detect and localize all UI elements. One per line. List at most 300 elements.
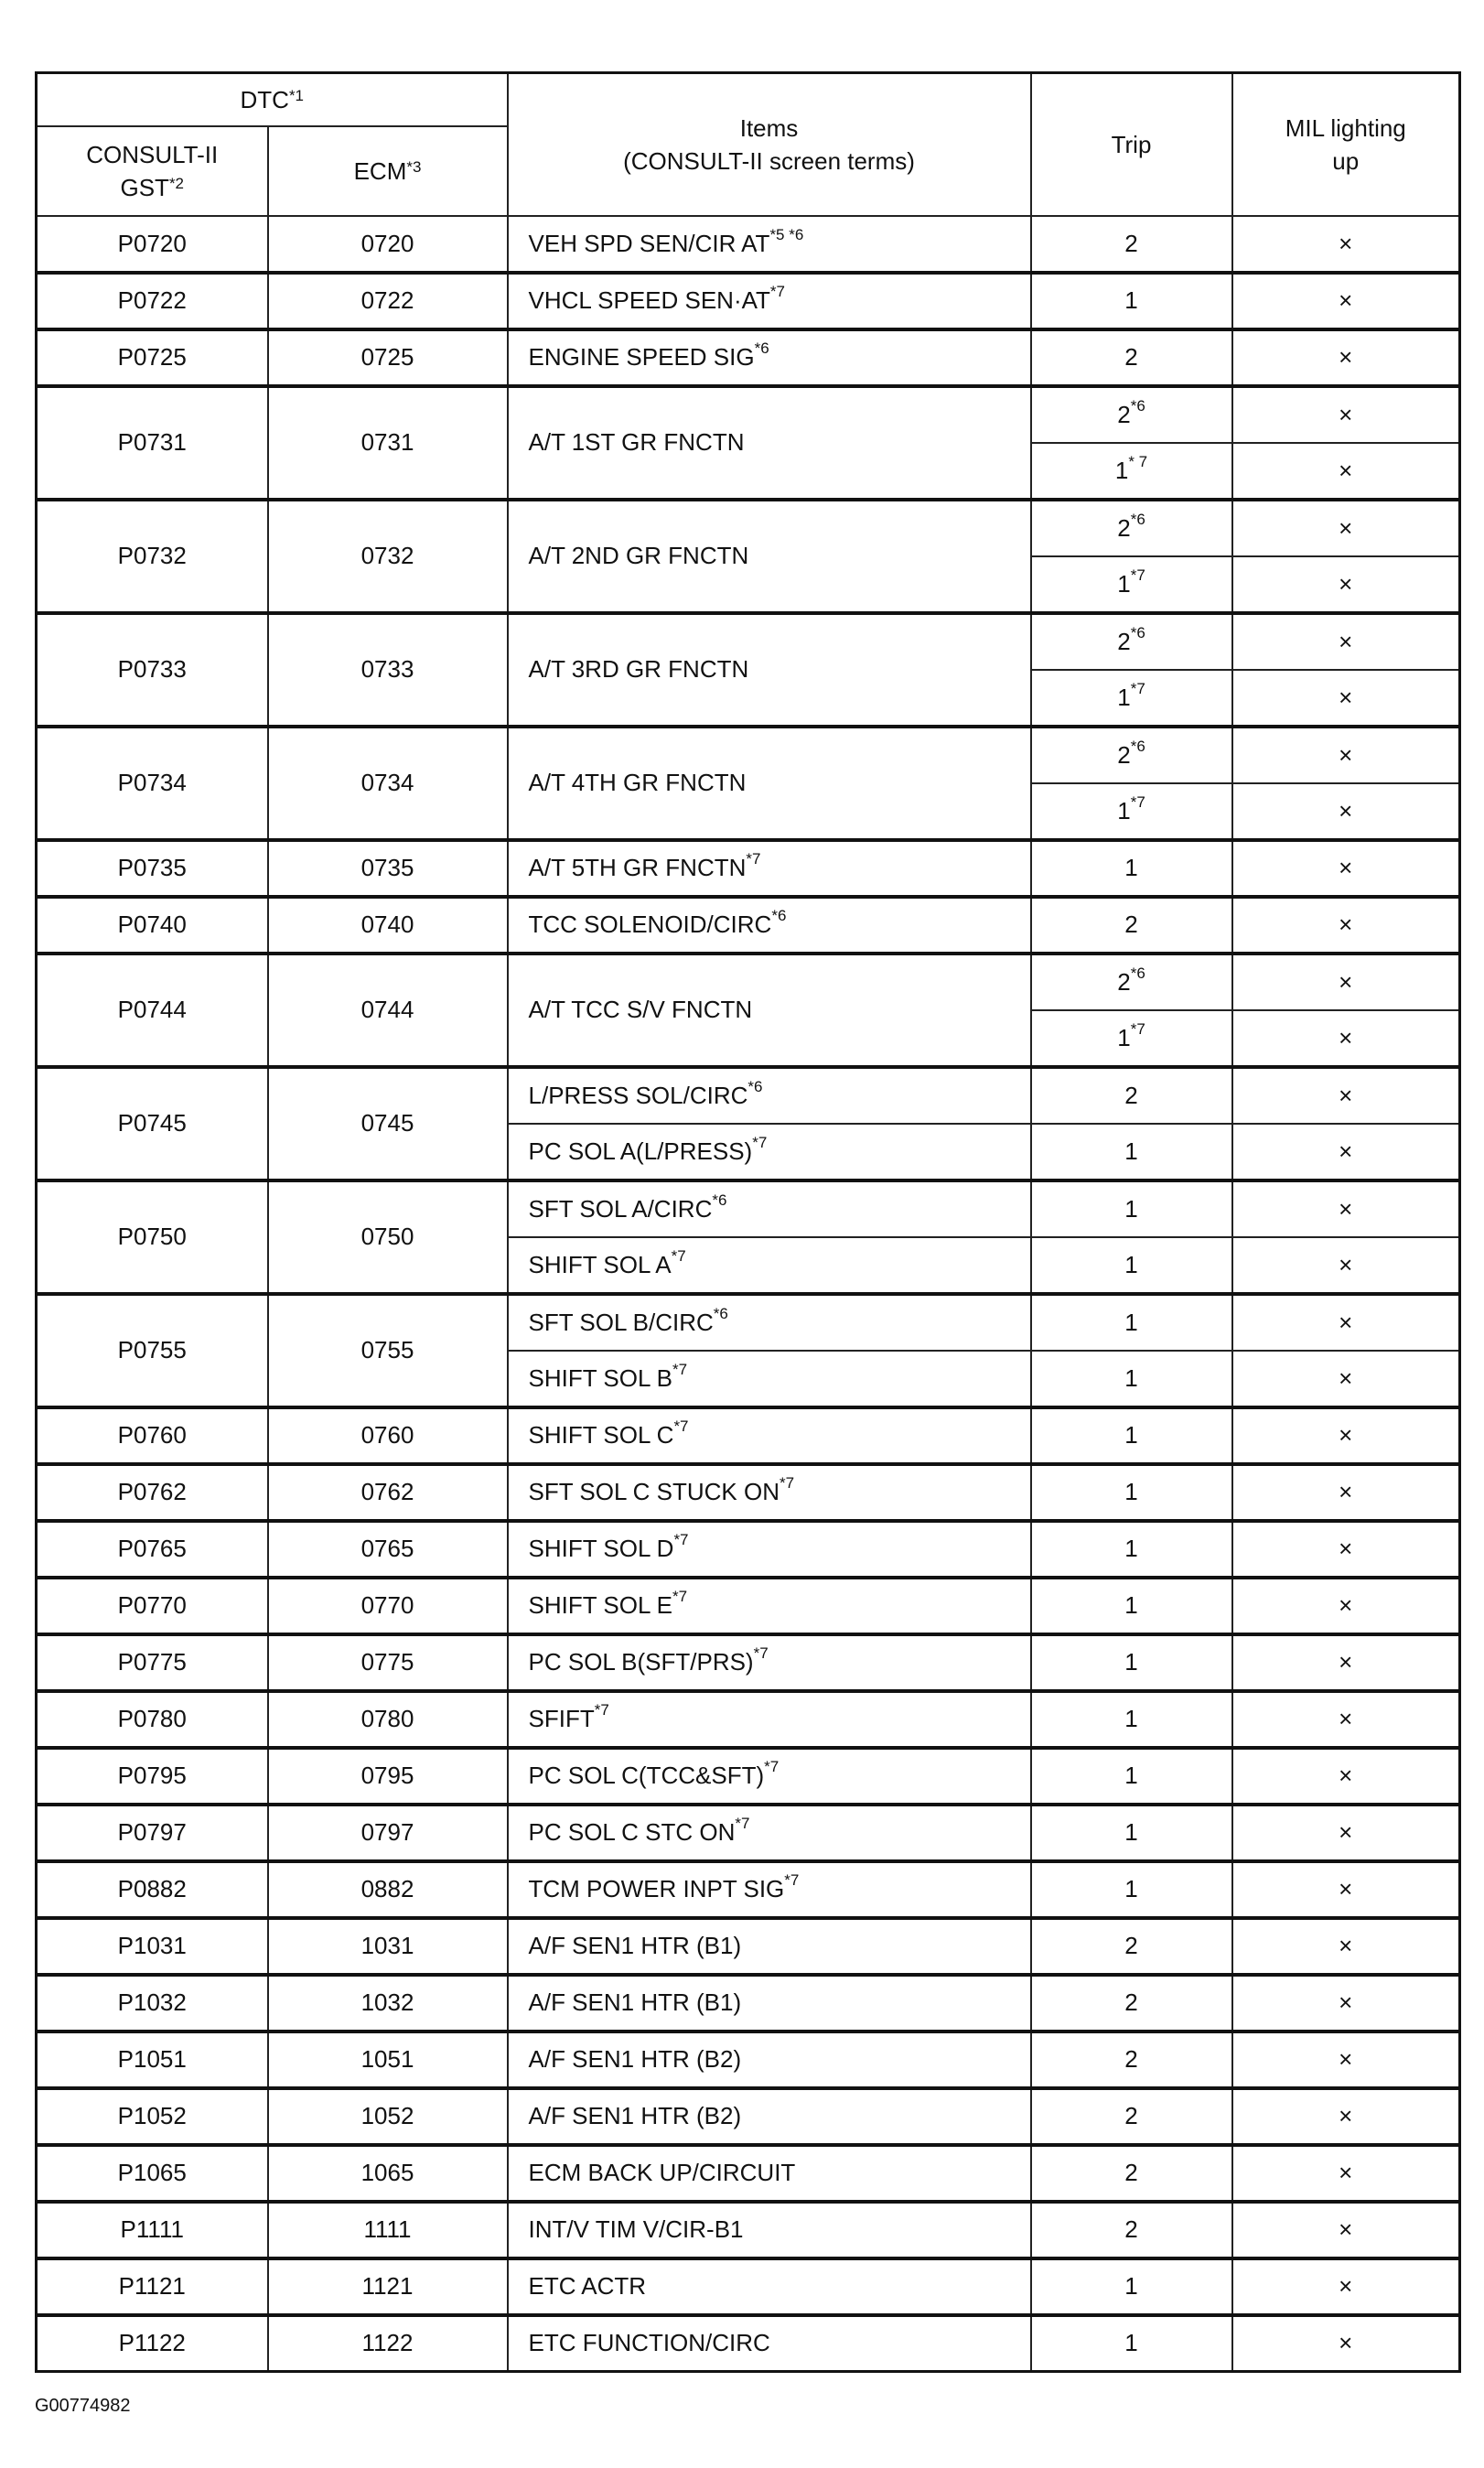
item-term (508, 2258, 1031, 2315)
cell-text: SHIFT SOL C (528, 1421, 674, 1449)
table-row (37, 2088, 1460, 2145)
cell-text: A/T 5TH GR FNCTN (528, 854, 747, 881)
ecm-code: 0755 (268, 1294, 508, 1407)
mil-mark: × (1232, 2088, 1460, 2145)
cell-text: 1 (1117, 683, 1131, 711)
cell-text: 1 (1124, 286, 1138, 314)
mil-mark: × (1232, 1010, 1460, 1067)
consult-gst-code: P0797 (37, 1805, 268, 1861)
mil-mark: × (1232, 1124, 1460, 1180)
cell-text: 2 (1124, 229, 1138, 257)
table-row (37, 1975, 1460, 2032)
trip-value (1031, 1691, 1232, 1748)
consult-gst-code: P1065 (37, 2145, 268, 2202)
table-row (37, 329, 1460, 386)
footnote-ref: *7 (1130, 1019, 1145, 1038)
cell-text: SHIFT SOL E (528, 1591, 673, 1619)
consult-gst-code: P0734 (37, 727, 268, 840)
cell-text: TCC SOLENOID/CIRC (528, 911, 772, 938)
table-row (37, 1521, 1460, 1578)
table-row (37, 613, 1460, 670)
cell-text: PC SOL A(L/PRESS) (528, 1137, 753, 1165)
table-row (37, 1464, 1460, 1521)
cell-text: L/PRESS SOL/CIRC (528, 1081, 748, 1109)
item-term (508, 1861, 1031, 1918)
trip-value (1031, 2258, 1232, 2315)
cell-text: ECM BACK UP/CIRCUIT (528, 2159, 796, 2186)
cell-text: 2 (1117, 967, 1131, 996)
ecm-code: 0760 (268, 1407, 508, 1464)
consult-gst-code: P0770 (37, 1578, 268, 1634)
trip-value (1031, 2145, 1232, 2202)
cell-text: 1 (1117, 796, 1131, 824)
ecm-code: 0750 (268, 1180, 508, 1294)
consult-gst-code: P0750 (37, 1180, 268, 1294)
trip-value (1031, 1237, 1232, 1294)
footnote-ref: *7 (1130, 566, 1145, 584)
table-row (37, 2145, 1460, 2202)
mil-mark: × (1232, 443, 1460, 500)
mil-mark: × (1232, 670, 1460, 727)
mil-mark: × (1232, 1918, 1460, 1975)
footnote-ref: *6 (1130, 510, 1145, 528)
table-row (37, 1805, 1460, 1861)
footnote-ref: *6 (771, 907, 787, 924)
item-term (508, 897, 1031, 954)
table-row (37, 1748, 1460, 1805)
footnote-ref: *7 (735, 1815, 750, 1832)
item-term (508, 1578, 1031, 1634)
cell-text: 1 (1124, 854, 1138, 881)
cell-text: 1 (1114, 456, 1129, 484)
table-row (37, 954, 1460, 1010)
item-term: A/T TCC S/V FNCTN (508, 954, 1031, 1067)
item-term (508, 1464, 1031, 1521)
trip-value (1031, 1407, 1232, 1464)
ecm-code: 0745 (268, 1067, 508, 1180)
item-term (508, 1407, 1031, 1464)
mil-mark: × (1232, 1691, 1460, 1748)
trip-value (1031, 1010, 1232, 1067)
consult-gst-code: P1122 (37, 2315, 268, 2372)
cell-text: 2 (1124, 2045, 1138, 2073)
footnote-ref: *7 (746, 850, 761, 868)
consult-gst-code: P1111 (37, 2202, 268, 2258)
trip-value (1031, 273, 1232, 329)
mil-mark: × (1232, 954, 1460, 1010)
trip-value (1031, 1521, 1232, 1578)
trip-value (1031, 954, 1232, 1010)
mil-mark: × (1232, 1578, 1460, 1634)
cell-text: A/F SEN1 HTR (B1) (528, 1932, 742, 1959)
trip-header: Trip (1031, 73, 1232, 216)
item-term (508, 1691, 1031, 1748)
item-term (508, 1918, 1031, 1975)
table-row (37, 1180, 1460, 1237)
ecm-code: 1121 (268, 2258, 508, 2315)
item-term (508, 2032, 1031, 2088)
cell-text: 2 (1124, 911, 1138, 938)
ecm-code: 0770 (268, 1578, 508, 1634)
consult-gst-code: P0725 (37, 329, 268, 386)
trip-value (1031, 783, 1232, 840)
consult-gst-code: P0731 (37, 386, 268, 500)
item-term (508, 1975, 1031, 2032)
ecm-code: 0765 (268, 1521, 508, 1578)
cell-text: 1 (1124, 1421, 1138, 1449)
ecm-code: 0740 (268, 897, 508, 954)
item-term (508, 273, 1031, 329)
ecm-code: 1122 (268, 2315, 508, 2372)
mil-mark: × (1232, 1407, 1460, 1464)
trip-value (1031, 1918, 1232, 1975)
footnote-ref: *7 (764, 1758, 780, 1775)
consult-gst-code: P0720 (37, 216, 268, 273)
footnote-ref: *6 (754, 339, 769, 357)
consult-gst-code: P1031 (37, 1918, 268, 1975)
consult-gst-code: P0740 (37, 897, 268, 954)
table-row (37, 216, 1460, 273)
cell-text: 1 (1124, 1818, 1138, 1846)
footnote-ref: *6 (747, 1077, 763, 1095)
trip-value (1031, 443, 1232, 500)
cell-text: 2 (1117, 627, 1131, 655)
table-row (37, 840, 1460, 897)
mil-mark: × (1232, 1464, 1460, 1521)
trip-value (1031, 1861, 1232, 1918)
trip-value (1031, 1748, 1232, 1805)
footnote-ref: *7 (673, 1531, 689, 1548)
dtc-header: DTC$^{*1}$ (37, 73, 508, 126)
cell-text: 2 (1124, 1932, 1138, 1959)
cell-text: VEH SPD SEN/CIR AT (528, 229, 770, 257)
cell-text: 1 (1124, 1648, 1138, 1676)
item-term (508, 1124, 1031, 1180)
table-row (37, 897, 1460, 954)
item-term (508, 1805, 1031, 1861)
table-row (37, 2315, 1460, 2372)
mil-mark: × (1232, 216, 1460, 273)
cell-text: 1 (1124, 1363, 1138, 1392)
mil-mark: × (1232, 2145, 1460, 2202)
mil-mark: × (1232, 727, 1460, 783)
trip-value (1031, 897, 1232, 954)
table-row (37, 273, 1460, 329)
trip-value (1031, 1294, 1232, 1351)
cell-text: 1 (1124, 1762, 1138, 1789)
trip-value (1031, 670, 1232, 727)
table-row (37, 1067, 1460, 1124)
mil-mark: × (1232, 897, 1460, 954)
mil-mark: × (1232, 613, 1460, 670)
ecm-header: ECM$^{*3}$ (268, 126, 508, 216)
item-term (508, 2145, 1031, 2202)
footnote-ref: *7 (1130, 679, 1145, 697)
table-row (37, 1918, 1460, 1975)
trip-value (1031, 386, 1232, 443)
cell-text: SFIFT (528, 1705, 595, 1732)
mil-mark: × (1232, 1067, 1460, 1124)
cell-text: 2 (1124, 1988, 1138, 2016)
item-term (508, 1351, 1031, 1407)
mil-mark: × (1232, 386, 1460, 443)
ecm-code: 0734 (268, 727, 508, 840)
ecm-code: 0725 (268, 329, 508, 386)
item-term (508, 216, 1031, 273)
figure-id: G00774982 (35, 2396, 131, 2416)
trip-value (1031, 1464, 1232, 1521)
item-term (508, 2315, 1031, 2372)
consult-gst-code: P0762 (37, 1464, 268, 1521)
item-term: A/T 4TH GR FNCTN (508, 727, 1031, 840)
ecm-code: 0795 (268, 1748, 508, 1805)
dtc-table (35, 71, 1461, 2373)
consult-gst-code: P0882 (37, 1861, 268, 1918)
consult-gst-code: P0780 (37, 1691, 268, 1748)
trip-value (1031, 1805, 1232, 1861)
ecm-code: 1065 (268, 2145, 508, 2202)
item-term (508, 1067, 1031, 1124)
table-row (37, 500, 1460, 556)
cell-text: 1 (1124, 1705, 1138, 1732)
footnote-ref: *7 (780, 1474, 795, 1492)
table-row (37, 1294, 1460, 1351)
cell-text: 1 (1124, 1535, 1138, 1562)
ecm-code: 0882 (268, 1861, 508, 1918)
consult-gst-header: CONSULT-II GST$^{*2}$ (37, 126, 268, 216)
cell-text: SHIFT SOL A (528, 1250, 672, 1278)
table-row (37, 1407, 1460, 1464)
ecm-code: 1051 (268, 2032, 508, 2088)
cell-text: TCM POWER INPT SIG (528, 1875, 785, 1902)
table-row (37, 1578, 1460, 1634)
ecm-code: 0731 (268, 386, 508, 500)
footnote-ref: *6 (712, 1191, 727, 1209)
consult-gst-code: P0755 (37, 1294, 268, 1407)
consult-gst-code: P0733 (37, 613, 268, 727)
cell-text: 2 (1124, 2215, 1138, 2243)
mil-mark: × (1232, 2258, 1460, 2315)
mil-mark: × (1232, 1748, 1460, 1805)
footnote-ref: *6 (713, 1304, 728, 1322)
footnote-ref: *7 (784, 1871, 800, 1889)
cell-text: INT/V TIM V/CIR-B1 (528, 2215, 744, 2243)
ecm-code: 0762 (268, 1464, 508, 1521)
trip-value (1031, 840, 1232, 897)
footnote-ref: *6 (1130, 737, 1145, 755)
table-row (37, 1634, 1460, 1691)
footnote-ref: *7 (672, 1588, 688, 1605)
consult-gst-code: P0775 (37, 1634, 268, 1691)
items-header: Items (CONSULT-II screen terms) (508, 73, 1031, 216)
ecm-code: 0732 (268, 500, 508, 613)
cell-text: A/F SEN1 HTR (B2) (528, 2045, 742, 2073)
item-term: A/T 1ST GR FNCTN (508, 386, 1031, 500)
item-term (508, 1748, 1031, 1805)
cell-text: 1 (1124, 1194, 1138, 1223)
trip-value (1031, 329, 1232, 386)
cell-text: ETC ACTR (528, 2272, 647, 2300)
item-term (508, 1237, 1031, 1294)
cell-text: ETC FUNCTION/CIRC (528, 2329, 770, 2357)
ecm-code: 1031 (268, 1918, 508, 1975)
trip-value (1031, 2032, 1232, 2088)
trip-value (1031, 1578, 1232, 1634)
cell-text: 1 (1124, 1250, 1138, 1278)
mil-mark: × (1232, 500, 1460, 556)
cell-text: 1 (1124, 1308, 1138, 1336)
mil-mark: × (1232, 1351, 1460, 1407)
cell-text: 1 (1124, 2329, 1138, 2357)
item-term (508, 1521, 1031, 1578)
cell-text: A/F SEN1 HTR (B1) (528, 1988, 742, 2016)
mil-mark: × (1232, 1634, 1460, 1691)
cell-text: 1 (1124, 2272, 1138, 2300)
consult-gst-code: P1032 (37, 1975, 268, 2032)
item-term: A/T 2ND GR FNCTN (508, 500, 1031, 613)
mil-mark: × (1232, 1294, 1460, 1351)
consult-gst-code: P0795 (37, 1748, 268, 1805)
cell-text: SFT SOL A/CIRC (528, 1194, 713, 1223)
mil-mark: × (1232, 783, 1460, 840)
ecm-code: 1111 (268, 2202, 508, 2258)
trip-value (1031, 1634, 1232, 1691)
table-row (37, 2258, 1460, 2315)
cell-text: 1 (1117, 1023, 1131, 1051)
consult-gst-code: P0732 (37, 500, 268, 613)
trip-value (1031, 216, 1232, 273)
trip-value (1031, 2315, 1232, 2372)
item-term (508, 329, 1031, 386)
mil-mark: × (1232, 273, 1460, 329)
ecm-code: 0720 (268, 216, 508, 273)
footnote-ref: *5 *6 (769, 225, 804, 243)
footnote-ref: *7 (671, 1246, 686, 1265)
footnote-ref: * 7 (1128, 452, 1148, 470)
mil-mark: × (1232, 1180, 1460, 1237)
table-row (37, 1861, 1460, 1918)
cell-text: 1 (1124, 1875, 1138, 1902)
item-term (508, 2202, 1031, 2258)
item-term (508, 1294, 1031, 1351)
ecm-code: 1032 (268, 1975, 508, 2032)
mil-header: MIL lighting up (1232, 73, 1460, 216)
footnote-ref: *7 (1130, 792, 1145, 811)
dtc-table-sheet (35, 71, 1458, 2373)
consult-gst-code: P0760 (37, 1407, 268, 1464)
cell-text: PC SOL C STC ON (528, 1818, 736, 1846)
mil-mark: × (1232, 2032, 1460, 2088)
cell-text: SFT SOL B/CIRC (528, 1308, 714, 1336)
item-term: A/T 3RD GR FNCTN (508, 613, 1031, 727)
consult-gst-code: P1052 (37, 2088, 268, 2145)
ecm-code: 0775 (268, 1634, 508, 1691)
cell-text: PC SOL B(SFT/PRS) (528, 1648, 754, 1676)
trip-value (1031, 2088, 1232, 2145)
table-row (37, 2202, 1460, 2258)
table-row (37, 386, 1460, 443)
trip-value (1031, 1180, 1232, 1237)
cell-text: 1 (1124, 1137, 1138, 1165)
mil-mark: × (1232, 2315, 1460, 2372)
item-term (508, 840, 1031, 897)
trip-value (1031, 1124, 1232, 1180)
cell-text: PC SOL C(TCC&SFT) (528, 1762, 765, 1789)
trip-value (1031, 613, 1232, 670)
mil-mark: × (1232, 556, 1460, 613)
cell-text: 2 (1117, 513, 1131, 542)
cell-text: 1 (1124, 1591, 1138, 1619)
footnote-ref: *7 (594, 1701, 609, 1719)
ecm-code: 0744 (268, 954, 508, 1067)
table-row (37, 727, 1460, 783)
trip-value (1031, 727, 1232, 783)
table-row (37, 2032, 1460, 2088)
consult-gst-code: P1121 (37, 2258, 268, 2315)
footnote-ref: *7 (752, 1133, 768, 1151)
cell-text: SHIFT SOL D (528, 1535, 674, 1562)
item-term (508, 1634, 1031, 1691)
cell-text: A/F SEN1 HTR (B2) (528, 2102, 742, 2129)
cell-text: SHIFT SOL B (528, 1363, 673, 1392)
footnote-ref: *7 (673, 1417, 689, 1435)
consult-gst-code: P0765 (37, 1521, 268, 1578)
trip-value (1031, 1975, 1232, 2032)
trip-value (1031, 1067, 1232, 1124)
trip-value (1031, 500, 1232, 556)
footnote-ref: *7 (753, 1644, 769, 1662)
cell-text: 2 (1124, 343, 1138, 371)
consult-gst-code: P0744 (37, 954, 268, 1067)
cell-text: ENGINE SPEED SIG (528, 343, 755, 371)
ecm-code: 0780 (268, 1691, 508, 1748)
item-term (508, 1180, 1031, 1237)
cell-text: 2 (1117, 740, 1131, 769)
consult-gst-code: P1051 (37, 2032, 268, 2088)
footnote-ref: *7 (672, 1360, 688, 1378)
mil-mark: × (1232, 1237, 1460, 1294)
ecm-code: 0735 (268, 840, 508, 897)
ecm-code: 0722 (268, 273, 508, 329)
mil-mark: × (1232, 840, 1460, 897)
trip-value (1031, 2202, 1232, 2258)
trip-value (1031, 1351, 1232, 1407)
consult-gst-code: P0745 (37, 1067, 268, 1180)
mil-mark: × (1232, 1861, 1460, 1918)
footnote-ref: *6 (1130, 964, 1145, 982)
mil-mark: × (1232, 1805, 1460, 1861)
cell-text: SFT SOL C STUCK ON (528, 1478, 780, 1505)
cell-text: 2 (1117, 400, 1131, 428)
mil-mark: × (1232, 2202, 1460, 2258)
cell-text: 1 (1117, 569, 1131, 598)
cell-text: 1 (1124, 1478, 1138, 1505)
footnote-ref: *6 (1130, 623, 1145, 641)
mil-mark: × (1232, 329, 1460, 386)
ecm-code: 1052 (268, 2088, 508, 2145)
cell-text: 2 (1124, 2102, 1138, 2129)
mil-mark: × (1232, 1521, 1460, 1578)
ecm-code: 0733 (268, 613, 508, 727)
consult-gst-code: P0735 (37, 840, 268, 897)
ecm-code: 0797 (268, 1805, 508, 1861)
footnote-ref: *6 (1130, 396, 1145, 415)
cell-text: 2 (1124, 1081, 1138, 1109)
cell-text: VHCL SPEED SEN·AT (528, 286, 770, 314)
cell-text: 2 (1124, 2159, 1138, 2186)
mil-mark: × (1232, 1975, 1460, 2032)
dtc-table-body (37, 216, 1460, 2372)
